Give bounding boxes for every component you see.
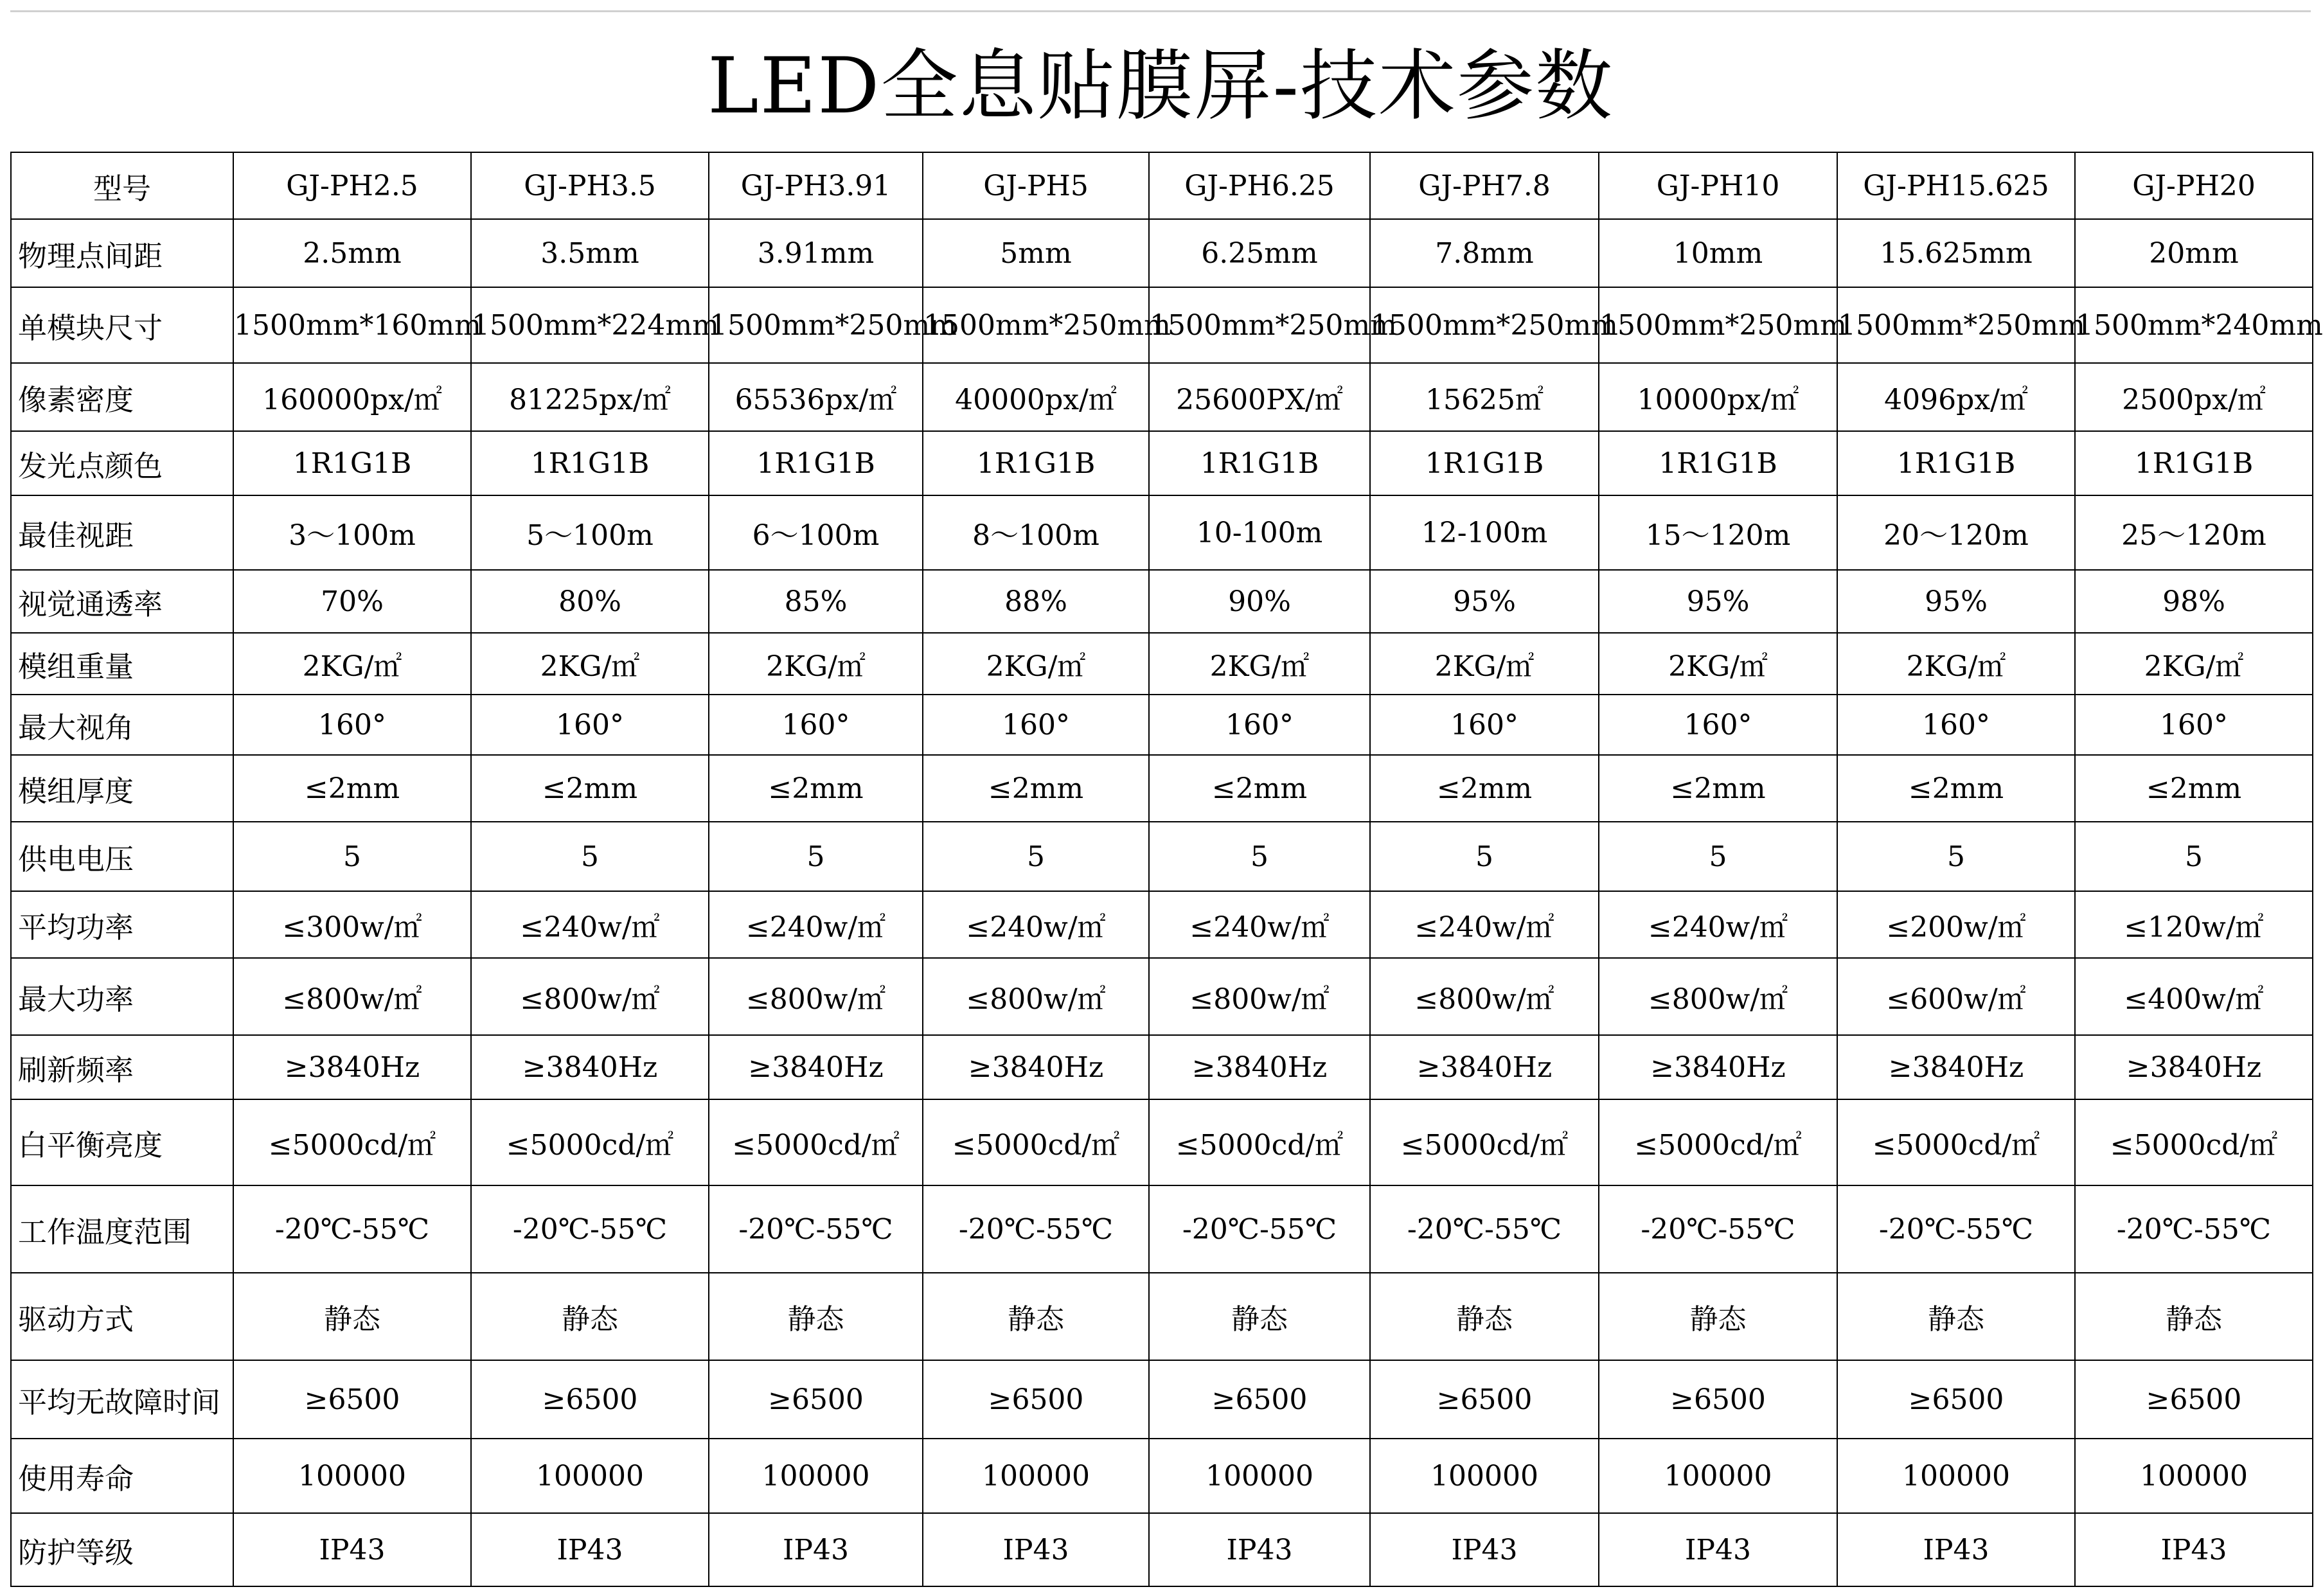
table-cell: 15.625mm: [1837, 219, 2075, 287]
table-cell: 静态: [1599, 1273, 1837, 1360]
row-label-cell: 最大功率: [11, 958, 233, 1035]
table-cell: 1500mm*250mm: [1837, 287, 2075, 363]
table-cell: 12-100m: [1370, 495, 1599, 570]
table-cell: ≥6500: [709, 1360, 923, 1439]
table-row: [11, 219, 2313, 287]
model-header-cell: GJ-PH3.5: [471, 152, 709, 219]
table-cell: 160°: [1599, 695, 1837, 755]
table-cell: 静态: [2075, 1273, 2313, 1360]
table-cell: -20℃-55℃: [923, 1185, 1149, 1273]
table-cell: IP43: [1149, 1513, 1370, 1586]
table-cell: -20℃-55℃: [1370, 1185, 1599, 1273]
row-label-cell: 视觉通透率: [11, 570, 233, 633]
table-cell: 3～100m: [233, 495, 471, 570]
table-cell: IP43: [2075, 1513, 2313, 1586]
model-header-cell: GJ-PH20: [2075, 152, 2313, 219]
table-cell: 2KG/㎡: [1370, 633, 1599, 695]
table-cell: 95%: [1370, 570, 1599, 633]
table-cell: ≤240w/㎡: [1370, 891, 1599, 958]
table-cell: 160000px/㎡: [233, 363, 471, 431]
table-cell: ≤800w/㎡: [1599, 958, 1837, 1035]
row-label-cell: 驱动方式: [11, 1273, 233, 1360]
table-cell: 4096px/㎡: [1837, 363, 2075, 431]
row-label-cell: 模组厚度: [11, 755, 233, 822]
table-cell: 1R1G1B: [2075, 431, 2313, 495]
table-row: [11, 755, 2313, 822]
table-cell: ≤800w/㎡: [1149, 958, 1370, 1035]
table-cell: ≥6500: [1149, 1360, 1370, 1439]
table-cell: 1500mm*250mm: [923, 287, 1149, 363]
table-cell: ≤800w/㎡: [233, 958, 471, 1035]
table-cell: IP43: [233, 1513, 471, 1586]
table-cell: ≤2mm: [1370, 755, 1599, 822]
table-cell: 5: [1599, 822, 1837, 891]
row-label-cell: 单模块尺寸: [11, 287, 233, 363]
table-cell: 5: [2075, 822, 2313, 891]
table-cell: 静态: [471, 1273, 709, 1360]
table-cell: 10000px/㎡: [1599, 363, 1837, 431]
table-cell: ≤2mm: [471, 755, 709, 822]
table-row: [11, 695, 2313, 755]
table-cell: 5: [923, 822, 1149, 891]
table-cell: 5: [1149, 822, 1370, 891]
table-cell: 160°: [1149, 695, 1370, 755]
table-cell: IP43: [709, 1513, 923, 1586]
table-row: [11, 1035, 2313, 1099]
table-cell: IP43: [1837, 1513, 2075, 1586]
table-cell: 1500mm*250mm: [1599, 287, 1837, 363]
table-cell: 1R1G1B: [1599, 431, 1837, 495]
table-cell: 1R1G1B: [471, 431, 709, 495]
table-cell: ≤240w/㎡: [1149, 891, 1370, 958]
table-cell: 25～120m: [2075, 495, 2313, 570]
table-cell: ≥6500: [2075, 1360, 2313, 1439]
row-label-cell: 工作温度范围: [11, 1185, 233, 1273]
table-cell: ≤2mm: [2075, 755, 2313, 822]
table-cell: 5: [1837, 822, 2075, 891]
table-cell: -20℃-55℃: [1149, 1185, 1370, 1273]
table-cell: 1R1G1B: [1370, 431, 1599, 495]
table-cell: 15～120m: [1599, 495, 1837, 570]
table-cell: ≥3840Hz: [233, 1035, 471, 1099]
table-row: [11, 431, 2313, 495]
row-label-cell: 供电电压: [11, 822, 233, 891]
table-cell: 2KG/㎡: [1149, 633, 1370, 695]
table-cell: 2KG/㎡: [233, 633, 471, 695]
table-cell: 5～100m: [471, 495, 709, 570]
table-cell: ≤800w/㎡: [709, 958, 923, 1035]
table-cell: 95%: [1599, 570, 1837, 633]
table-cell: 静态: [709, 1273, 923, 1360]
table-cell: 5mm: [923, 219, 1149, 287]
table-cell: 静态: [923, 1273, 1149, 1360]
table-cell: 2KG/㎡: [2075, 633, 2313, 695]
table-cell: 98%: [2075, 570, 2313, 633]
table-cell: 88%: [923, 570, 1149, 633]
table-row: [11, 958, 2313, 1035]
table-cell: 静态: [1149, 1273, 1370, 1360]
table-cell: ≥6500: [1370, 1360, 1599, 1439]
table-cell: 7.8mm: [1370, 219, 1599, 287]
spec-table: [10, 152, 2323, 1587]
table-cell: 160°: [471, 695, 709, 755]
table-cell: ≤800w/㎡: [923, 958, 1149, 1035]
table-cell: 100000: [1370, 1439, 1599, 1513]
table-cell: 2500px/㎡: [2075, 363, 2313, 431]
table-cell: 3.91mm: [709, 219, 923, 287]
table-cell: ≤5000cd/㎡: [1837, 1099, 2075, 1185]
table-cell: ≥6500: [233, 1360, 471, 1439]
table-cell: IP43: [1599, 1513, 1837, 1586]
table-cell: 160°: [233, 695, 471, 755]
table-cell: 2KG/㎡: [1837, 633, 2075, 695]
table-cell: 2KG/㎡: [471, 633, 709, 695]
table-cell: 2KG/㎡: [1599, 633, 1837, 695]
table-cell: -20℃-55℃: [471, 1185, 709, 1273]
table-cell: 1500mm*250mm: [1149, 287, 1370, 363]
table-cell: 85%: [709, 570, 923, 633]
table-cell: IP43: [923, 1513, 1149, 1586]
table-cell: ≤5000cd/㎡: [709, 1099, 923, 1185]
row-label-cell: 平均无故障时间: [11, 1360, 233, 1439]
table-cell: ≤5000cd/㎡: [233, 1099, 471, 1185]
row-label-cell: 白平衡亮度: [11, 1099, 233, 1185]
table-cell: 20～120m: [1837, 495, 2075, 570]
table-cell: 5: [1370, 822, 1599, 891]
table-cell: ≤2mm: [1837, 755, 2075, 822]
table-cell: -20℃-55℃: [709, 1185, 923, 1273]
table-cell: 5: [233, 822, 471, 891]
table-cell: 100000: [923, 1439, 1149, 1513]
table-cell: IP43: [471, 1513, 709, 1586]
table-cell: ≥3840Hz: [2075, 1035, 2313, 1099]
table-cell: 10-100m: [1149, 495, 1370, 570]
table-cell: 静态: [1370, 1273, 1599, 1360]
model-header-cell: GJ-PH6.25: [1149, 152, 1370, 219]
table-cell: 100000: [1149, 1439, 1370, 1513]
table-cell: 100000: [1599, 1439, 1837, 1513]
table-cell: ≤600w/㎡: [1837, 958, 2075, 1035]
table-cell: ≤240w/㎡: [709, 891, 923, 958]
table-cell: 1R1G1B: [1149, 431, 1370, 495]
table-row: [11, 495, 2313, 570]
table-cell: ≤2mm: [233, 755, 471, 822]
table-cell: ≤240w/㎡: [1599, 891, 1837, 958]
table-cell: 2KG/㎡: [923, 633, 1149, 695]
table-cell: ≥3840Hz: [1837, 1035, 2075, 1099]
table-row: [11, 1439, 2313, 1513]
model-header-cell: GJ-PH7.8: [1370, 152, 1599, 219]
table-cell: 1500mm*160mm: [233, 287, 471, 363]
model-header-cell: GJ-PH10: [1599, 152, 1837, 219]
table-cell: 6.25mm: [1149, 219, 1370, 287]
table-cell: 100000: [471, 1439, 709, 1513]
row-label-cell: 刷新频率: [11, 1035, 233, 1099]
table-row: [11, 1513, 2313, 1586]
table-cell: 100000: [1837, 1439, 2075, 1513]
table-cell: ≥6500: [1599, 1360, 1837, 1439]
table-row: [11, 633, 2313, 695]
table-cell: 5: [709, 822, 923, 891]
table-cell: 65536px/㎡: [709, 363, 923, 431]
table-cell: ≤5000cd/㎡: [1370, 1099, 1599, 1185]
table-header-row: [11, 152, 2313, 219]
table-cell: 15625㎡: [1370, 363, 1599, 431]
table-cell: 70%: [233, 570, 471, 633]
table-cell: 2KG/㎡: [709, 633, 923, 695]
table-cell: -20℃-55℃: [1599, 1185, 1837, 1273]
table-row: [11, 1273, 2313, 1360]
table-cell: ≤2mm: [923, 755, 1149, 822]
table-cell: ≤2mm: [1599, 755, 1837, 822]
table-cell: ≤120w/㎡: [2075, 891, 2313, 958]
table-cell: -20℃-55℃: [233, 1185, 471, 1273]
table-cell: ≥3840Hz: [709, 1035, 923, 1099]
table-cell: 160°: [1370, 695, 1599, 755]
table-cell: 静态: [233, 1273, 471, 1360]
table-cell: ≥3840Hz: [1370, 1035, 1599, 1099]
header-label-cell: 型号: [11, 152, 233, 219]
table-cell: 1500mm*250mm: [1370, 287, 1599, 363]
table-cell: -20℃-55℃: [2075, 1185, 2313, 1273]
table-cell: ≤200w/㎡: [1837, 891, 2075, 958]
row-label-cell: 物理点间距: [11, 219, 233, 287]
table-cell: 160°: [709, 695, 923, 755]
model-header-cell: GJ-PH3.91: [709, 152, 923, 219]
table-cell: ≤2mm: [1149, 755, 1370, 822]
table-cell: ≤2mm: [709, 755, 923, 822]
table-cell: ≥3840Hz: [923, 1035, 1149, 1099]
table-cell: 1500mm*250mm: [709, 287, 923, 363]
table-cell: 1R1G1B: [1837, 431, 2075, 495]
table-cell: 1500mm*224mm: [471, 287, 709, 363]
table-row: [11, 1099, 2313, 1185]
row-label-cell: 发光点颜色: [11, 431, 233, 495]
row-label-cell: 最佳视距: [11, 495, 233, 570]
table-cell: 2.5mm: [233, 219, 471, 287]
model-header-cell: GJ-PH15.625: [1837, 152, 2075, 219]
table-cell: 静态: [1837, 1273, 2075, 1360]
table-cell: ≤240w/㎡: [471, 891, 709, 958]
table-cell: 1500mm*240mm: [2075, 287, 2313, 363]
table-cell: 6～100m: [709, 495, 923, 570]
row-label-cell: 最大视角: [11, 695, 233, 755]
model-header-cell: GJ-PH5: [923, 152, 1149, 219]
row-label-cell: 防护等级: [11, 1513, 233, 1586]
table-cell: ≤5000cd/㎡: [923, 1099, 1149, 1185]
table-cell: ≤5000cd/㎡: [1149, 1099, 1370, 1185]
table-cell: ≥3840Hz: [1149, 1035, 1370, 1099]
table-cell: IP43: [1370, 1513, 1599, 1586]
table-cell: ≤5000cd/㎡: [471, 1099, 709, 1185]
table-cell: 20mm: [2075, 219, 2313, 287]
table-cell: 160°: [2075, 695, 2313, 755]
table-cell: 80%: [471, 570, 709, 633]
model-header-cell: GJ-PH2.5: [233, 152, 471, 219]
table-cell: ≤5000cd/㎡: [2075, 1099, 2313, 1185]
row-label-cell: 像素密度: [11, 363, 233, 431]
table-row: [11, 822, 2313, 891]
table-cell: 40000px/㎡: [923, 363, 1149, 431]
table-cell: 90%: [1149, 570, 1370, 633]
table-cell: 100000: [709, 1439, 923, 1513]
table-cell: ≥6500: [1837, 1360, 2075, 1439]
table-cell: 3.5mm: [471, 219, 709, 287]
table-cell: 1R1G1B: [923, 431, 1149, 495]
table-cell: 100000: [2075, 1439, 2313, 1513]
table-row: [11, 287, 2313, 363]
table-cell: ≤240w/㎡: [923, 891, 1149, 958]
table-cell: ≤800w/㎡: [1370, 958, 1599, 1035]
table-cell: 160°: [923, 695, 1149, 755]
table-row: [11, 570, 2313, 633]
table-cell: 1R1G1B: [709, 431, 923, 495]
page-title: LED全息贴膜屏-技术参数: [707, 42, 1614, 131]
table-cell: 160°: [1837, 695, 2075, 755]
table-cell: 81225px/㎡: [471, 363, 709, 431]
table-cell: ≥3840Hz: [471, 1035, 709, 1099]
table-cell: ≤5000cd/㎡: [1599, 1099, 1837, 1185]
table-row: [11, 891, 2313, 958]
table-cell: ≤800w/㎡: [471, 958, 709, 1035]
table-cell: ≥3840Hz: [1599, 1035, 1837, 1099]
table-cell: 95%: [1837, 570, 2075, 633]
table-cell: ≤300w/㎡: [233, 891, 471, 958]
table-row: [11, 363, 2313, 431]
table-cell: -20℃-55℃: [1837, 1185, 2075, 1273]
table-cell: ≥6500: [471, 1360, 709, 1439]
row-label-cell: 模组重量: [11, 633, 233, 695]
table-row: [11, 1360, 2313, 1439]
table-cell: ≤400w/㎡: [2075, 958, 2313, 1035]
table-cell: 25600PX/㎡: [1149, 363, 1370, 431]
table-cell: 8～100m: [923, 495, 1149, 570]
table-row: [11, 1185, 2313, 1273]
table-cell: 5: [471, 822, 709, 891]
table-cell: 100000: [233, 1439, 471, 1513]
table-cell: ≥6500: [923, 1360, 1149, 1439]
row-label-cell: 使用寿命: [11, 1439, 233, 1513]
table-cell: 1R1G1B: [233, 431, 471, 495]
table-cell: 10mm: [1599, 219, 1837, 287]
row-label-cell: 平均功率: [11, 891, 233, 958]
